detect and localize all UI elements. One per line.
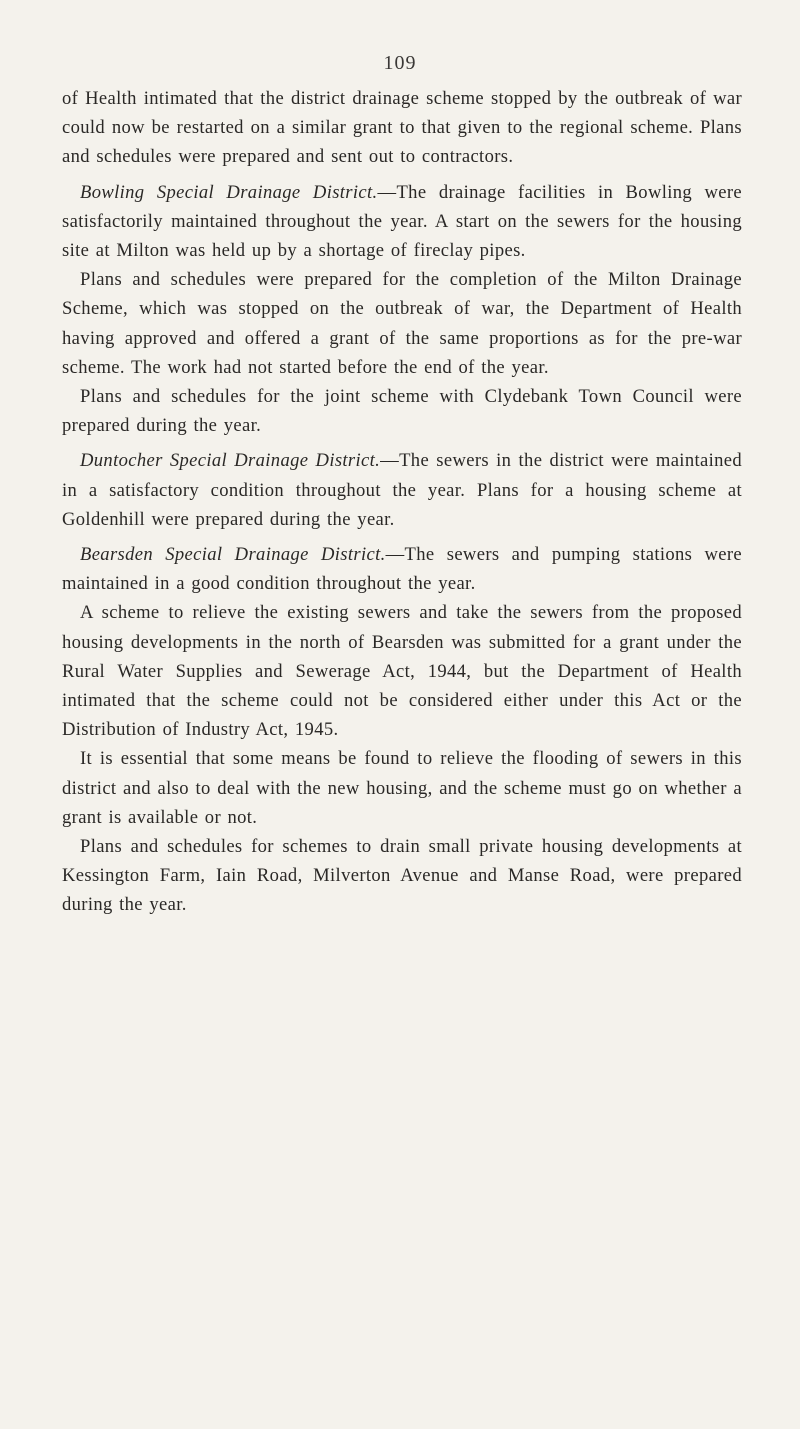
paragraph-bowling — [62, 178, 742, 266]
paragraph-text: A scheme to relieve the existing sewers and take the sewers from the proposed housing developments in the north of Bearsden was submitted for a grant under the Rural Water Supplies and Sewerage Act, 1944, but the Department of Health intimated that the scheme could not be considered either under this Act or the Distribution of Industry Act, 1945. — [62, 602, 742, 741]
paragraph-text: Plans and schedules were prepared for the completion of the Milton Drainage Scheme, which was stopped on the outbreak of war, the Department of Health having approved and offered a grant of the same proportions as for the pre-war scheme. The work had not started before the end of the year. — [62, 269, 742, 378]
paragraph-text: Plans and schedules for the joint scheme with Clydebank Town Council were prepared during the year. — [62, 386, 742, 437]
paragraph-text: It is essential that some means be found to relieve the flooding of sewers in this district and also to deal with the new housing, and the scheme must go on whether a grant is available or not. — [62, 748, 742, 828]
paragraph-text: Plans and schedules for schemes to drain small private housing developments at Kessington Farm, Iain Road, Milverton Avenue and Manse Road, were prepared during the year. — [62, 836, 742, 916]
section-heading-bearsden: Bearsden Special Drainage District. — [80, 544, 386, 566]
body-text — [62, 84, 742, 920]
section-heading-duntocher: Duntocher Special Drainage District. — [80, 450, 381, 472]
paragraph-clydebank-scheme — [62, 382, 742, 440]
paragraph-flooding — [62, 744, 742, 832]
paragraph-drainage-scheme-restart — [62, 84, 742, 172]
paragraph-text: —The sewers and pumping stations were maintained in a good condition throughout the year. — [62, 544, 742, 595]
paragraph-bearsden — [62, 540, 742, 598]
paragraph-milton-scheme — [62, 265, 742, 382]
paragraph-bearsden-grant — [62, 598, 742, 744]
paragraph-private-housing — [62, 832, 742, 920]
paragraph-text: —The sewers in the district were maintained in a satisfactory condition throughout the year. Plans for a housing scheme at Goldenhill were prepared during the year. — [62, 450, 742, 530]
paragraph-duntocher — [62, 446, 742, 534]
section-heading-bowling: Bowling Special Drainage District. — [80, 181, 378, 203]
paragraph-text: —The drainage facilities in Bowling were satisfactorily maintained throughout the year. A start on the sewers for the housing site at Milton was held up by a shortage of fireclay pipes. — [62, 181, 742, 262]
paragraph-text: of Health intimated that the district drainage scheme stopped by the outbreak of war could now be restarted on a similar grant to that given to the regional scheme. Plans and schedules were prepared and sent out to contractors. — [62, 88, 742, 168]
page-number: 109 — [383, 52, 417, 74]
